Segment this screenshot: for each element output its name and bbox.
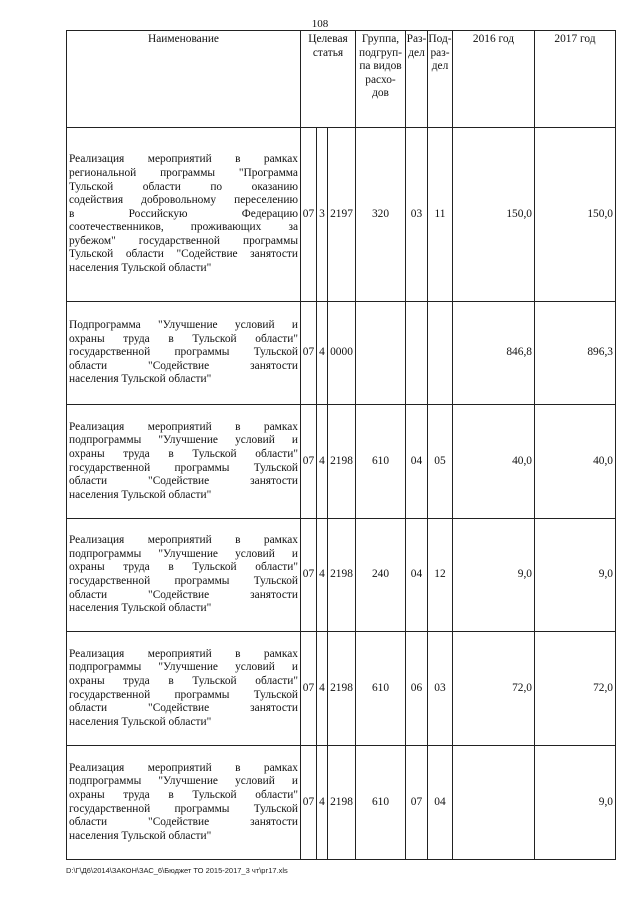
amount-2017: 72,0: [535, 632, 616, 746]
row-name-line: подпрограммы "Улучшение условий и: [69, 547, 298, 560]
header-group-line: дов: [372, 87, 389, 100]
header-section-line: дел: [408, 46, 425, 59]
table-row: [67, 746, 616, 860]
target-article-subprogram: 4: [317, 405, 328, 519]
target-article-direction: 2198: [328, 632, 356, 746]
amount-2016: 9,0: [453, 519, 535, 632]
header-row: [67, 31, 616, 128]
amount-2017: 896,3: [535, 302, 616, 405]
row-name-line: Реализация мероприятий в рамках: [69, 647, 298, 660]
row-name-line: Реализация мероприятий в рамках: [69, 534, 298, 547]
row-name-line: области "Содействие занятости: [69, 588, 298, 601]
table-row: [67, 405, 616, 519]
row-name-line: охраны труда в Тульской области": [69, 674, 298, 687]
section-code: 04: [406, 405, 428, 519]
page-number: 108: [311, 18, 329, 30]
header-subsection-line: раз-: [430, 46, 450, 59]
section-code: [406, 302, 428, 405]
amount-2016: [453, 746, 535, 860]
expense-group: 320: [356, 128, 406, 302]
row-name-line: Реализация мероприятий в рамках: [69, 153, 298, 166]
subsection-code: 11: [428, 128, 453, 302]
row-name-line: охраны труда в Тульской области": [69, 332, 298, 345]
row-name-line: населения Тульской области": [69, 829, 212, 842]
expense-group: 610: [356, 632, 406, 746]
row-name-line: государственной программы Тульской: [69, 461, 298, 474]
target-article-program: 07: [301, 128, 317, 302]
row-name-line: области "Содействие занятости: [69, 475, 298, 488]
amount-2017: 9,0: [535, 519, 616, 632]
target-article-program: 07: [301, 405, 317, 519]
row-name-line: населения Тульской области": [69, 373, 212, 386]
header-target-line: Целевая: [308, 33, 348, 45]
header-section: [406, 31, 428, 128]
row-name: [67, 632, 301, 746]
amount-2016: 846,8: [453, 302, 535, 405]
target-article-program: 07: [301, 519, 317, 632]
section-code: 06: [406, 632, 428, 746]
target-article-subprogram: 3: [317, 128, 328, 302]
section-code: 07: [406, 746, 428, 860]
row-name-line: рубежом" государственной программы: [69, 234, 298, 247]
amount-2017: 40,0: [535, 405, 616, 519]
target-article-direction: 2198: [328, 405, 356, 519]
row-name: [67, 519, 301, 632]
header-group: [356, 31, 406, 128]
target-article-program: 07: [301, 632, 317, 746]
target-article-program: 07: [301, 302, 317, 405]
table-row: [67, 632, 616, 746]
target-article-direction: 0000: [328, 302, 356, 405]
row-name-line: населения Тульской области": [69, 488, 212, 501]
subsection-code: 05: [428, 405, 453, 519]
amount-2017: 9,0: [535, 746, 616, 860]
amount-2016: 150,0: [453, 128, 535, 302]
row-name-line: в Российскую Федерацию: [69, 207, 298, 220]
header-group-line: подгруп-: [358, 46, 403, 59]
row-name: [67, 302, 301, 405]
table-row: [67, 519, 616, 632]
row-name-line: населения Тульской области": [69, 602, 212, 615]
expense-group: 240: [356, 519, 406, 632]
header-target-article: [301, 31, 356, 128]
header-group-line: Группа,: [361, 33, 400, 45]
section-code: 03: [406, 128, 428, 302]
header-subsection-line: Под-: [428, 33, 452, 45]
amount-2016: 40,0: [453, 405, 535, 519]
subsection-code: 04: [428, 746, 453, 860]
row-name-line: государственной программы Тульской: [69, 802, 298, 815]
row-name-line: государственной программы Тульской: [69, 346, 298, 359]
subsection-code: 12: [428, 519, 453, 632]
row-name: [67, 746, 301, 860]
amount-2017: 150,0: [535, 128, 616, 302]
target-article-subprogram: 4: [317, 746, 328, 860]
amount-2016: 72,0: [453, 632, 535, 746]
target-article-direction: 2198: [328, 519, 356, 632]
row-name-line: охраны труда в Тульской области": [69, 788, 298, 801]
section-code: 04: [406, 519, 428, 632]
subsection-code: 03: [428, 632, 453, 746]
row-name-line: региональной программы "Программа: [69, 166, 298, 179]
target-article-subprogram: 4: [317, 519, 328, 632]
row-name-line: Тульской области "Содействие занятости: [69, 248, 298, 261]
footer-file-path: D:\Г\Д6\2014\ЗАКОН\ЗАС_6\Бюджет ТО 2015-2017_3 чт\рг17.xls: [66, 866, 288, 875]
row-name-line: подпрограммы "Улучшение условий и: [69, 661, 298, 674]
row-name-line: Реализация мероприятий в рамках: [69, 761, 298, 774]
row-name-line: подпрограммы "Улучшение условий и: [69, 434, 298, 447]
row-name-line: содействия добровольному переселению: [69, 194, 298, 207]
target-article-subprogram: 4: [317, 302, 328, 405]
target-article-direction: 2198: [328, 746, 356, 860]
row-name-line: Реализация мероприятий в рамках: [69, 420, 298, 433]
row-name: [67, 405, 301, 519]
header-group-line: па видов: [359, 60, 402, 73]
table-row: [67, 128, 616, 302]
header-year-2016: 2016 год: [453, 31, 535, 128]
header-subsection-line: дел: [431, 60, 449, 73]
header-group-line: расхо-: [365, 73, 396, 86]
row-name-line: соотечественников, проживающих за: [69, 221, 298, 234]
row-name-line: подпрограммы "Улучшение условий и: [69, 775, 298, 788]
budget-table: [66, 30, 616, 860]
header-target-line: статья: [312, 46, 344, 59]
table-row: [67, 302, 616, 405]
row-name: [67, 128, 301, 302]
row-name-line: государственной программы Тульской: [69, 575, 298, 587]
subsection-code: [428, 302, 453, 405]
header-year-2017: 2017 год: [535, 31, 616, 128]
row-name-line: населения Тульской области": [69, 715, 212, 728]
row-name-line: Тульской области по оказанию: [69, 180, 298, 193]
row-name-line: населения Тульской области": [69, 262, 212, 275]
row-name-line: области "Содействие занятости: [69, 702, 298, 715]
target-article-subprogram: 4: [317, 632, 328, 746]
header-name: Наименование: [67, 31, 301, 128]
row-name-line: Подпрограмма "Улучшение условий и: [69, 319, 298, 332]
expense-group: 610: [356, 746, 406, 860]
row-name-line: области "Содействие занятости: [69, 359, 298, 372]
header-subsection: [428, 31, 453, 128]
row-name-line: государственной программы Тульской: [69, 688, 298, 701]
row-name-line: охраны труда в Тульской области": [69, 561, 298, 574]
header-section-line: Раз-: [406, 33, 427, 45]
row-name-line: охраны труда в Тульской области": [69, 447, 298, 460]
expense-group: [356, 302, 406, 405]
target-article-direction: 2197: [328, 128, 356, 302]
target-article-program: 07: [301, 746, 317, 860]
expense-group: 610: [356, 405, 406, 519]
row-name-line: области "Содействие занятости: [69, 816, 298, 829]
